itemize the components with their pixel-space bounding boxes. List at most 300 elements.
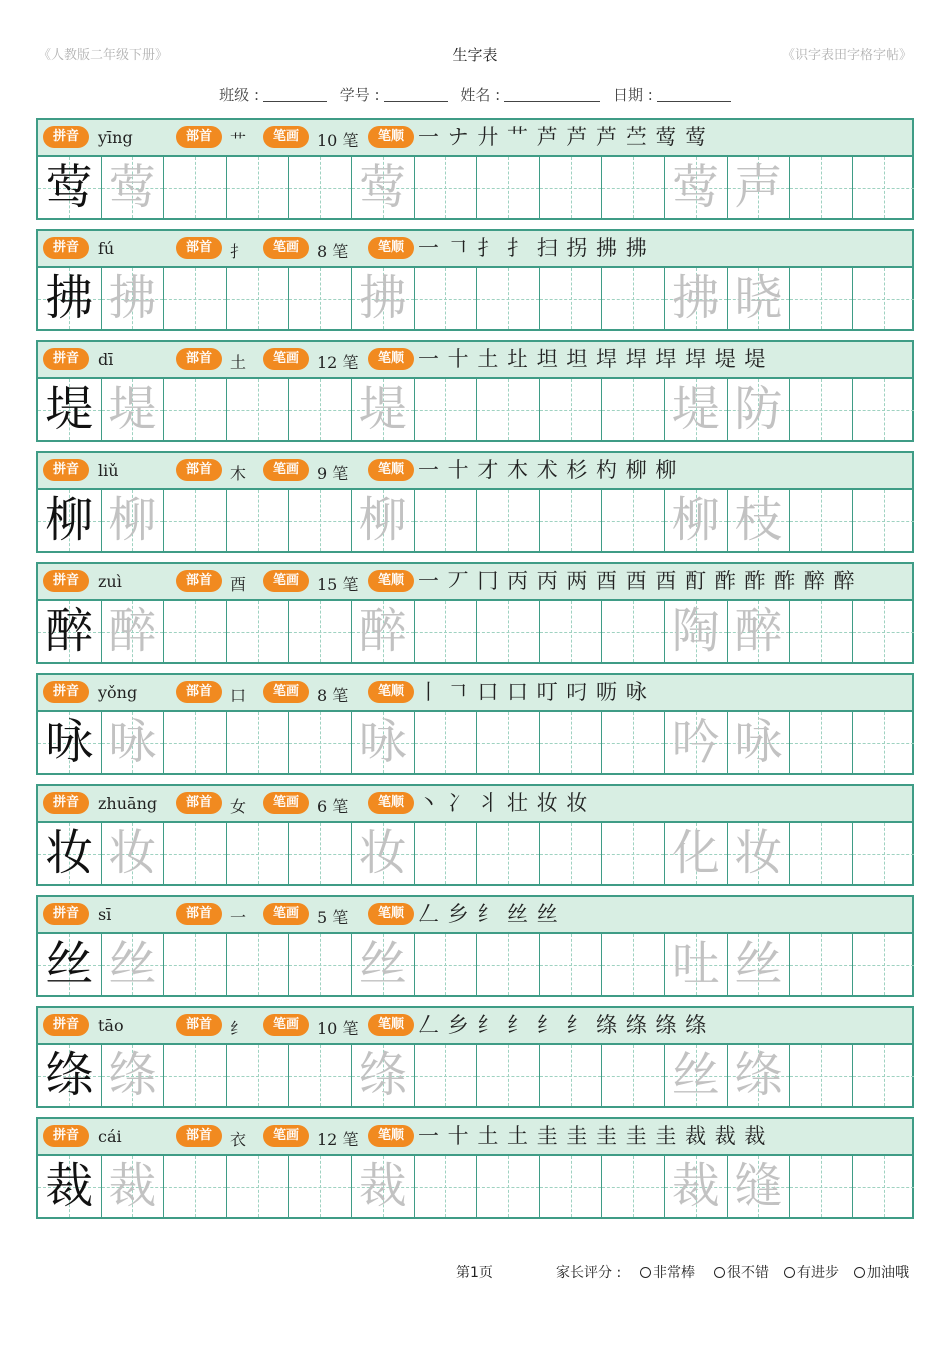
stroke-order-sequence: 丨 𠃍 口 口 叮 叼 呖 咏 (418, 680, 648, 704)
tianzige-cell[interactable] (38, 379, 101, 440)
tianzige-cell[interactable] (163, 712, 226, 773)
tianzige-cell[interactable] (727, 1156, 790, 1217)
tianzige-cell[interactable] (288, 601, 351, 662)
stroke-order-tag: 笔顺 (368, 570, 414, 592)
tianzige-cell[interactable] (101, 157, 164, 218)
tianzige-cell[interactable] (288, 490, 351, 551)
tianzige-cell[interactable] (414, 601, 477, 662)
pinyin-value: dī (98, 350, 114, 369)
tianzige-cell[interactable] (539, 712, 602, 773)
trace-character: 裁 (108, 1158, 157, 1214)
practice-grid-row (36, 710, 914, 775)
tianzige-cell[interactable] (38, 601, 101, 662)
tianzige-cell[interactable] (351, 823, 414, 884)
tianzige-cell[interactable] (226, 490, 289, 551)
pinyin-value: yǒng (98, 683, 138, 702)
tianzige-cell[interactable] (664, 934, 727, 995)
pinyin-value: cái (98, 1127, 122, 1146)
character-entry (36, 229, 914, 331)
tianzige-cell[interactable] (664, 823, 727, 884)
pinyin-tag: 拼音 (43, 903, 89, 925)
radio-circle-icon (854, 1267, 865, 1278)
trace-character: 莺 (108, 159, 157, 215)
tianzige-cell[interactable] (226, 601, 289, 662)
radical-tag: 部首 (176, 1125, 222, 1147)
stroke-order-tag: 笔顺 (368, 126, 414, 148)
tianzige-cell[interactable] (226, 379, 289, 440)
stroke-order-tag: 笔顺 (368, 903, 414, 925)
practice-grid-row (36, 599, 914, 664)
radical-value: 口 (230, 686, 247, 705)
student-info-line (0, 84, 950, 105)
word-character: 丝 (734, 936, 783, 992)
tianzige-cell[interactable] (601, 934, 664, 995)
tianzige-cell[interactable] (476, 934, 539, 995)
tianzige-cell[interactable] (476, 712, 539, 773)
page-header (0, 44, 950, 68)
tianzige-cell[interactable] (601, 601, 664, 662)
trace-character: 丝 (358, 936, 407, 992)
tianzige-cell[interactable] (852, 490, 915, 551)
tianzige-cell[interactable] (101, 712, 164, 773)
stroke-order-sequence: 一 十 土 土 圭 圭 圭 圭 圭 裁 裁 裁 (418, 1124, 767, 1148)
tianzige-cell[interactable] (351, 490, 414, 551)
tianzige-cell[interactable] (476, 268, 539, 329)
tianzige-cell[interactable] (539, 490, 602, 551)
tianzige-cell[interactable] (101, 1045, 164, 1106)
tianzige-cell[interactable] (414, 157, 477, 218)
stroke-order-tag: 笔顺 (368, 681, 414, 703)
tianzige-cell[interactable] (38, 1156, 101, 1217)
tianzige-cell[interactable] (414, 490, 477, 551)
tianzige-cell[interactable] (288, 823, 351, 884)
pinyin-value: zhuāng (98, 794, 158, 813)
tianzige-cell[interactable] (38, 157, 101, 218)
tianzige-cell[interactable] (601, 490, 664, 551)
tianzige-cell[interactable] (852, 1156, 915, 1217)
tianzige-cell[interactable] (539, 823, 602, 884)
pinyin-value: sī (98, 905, 112, 924)
trace-character: 咏 (358, 714, 407, 770)
model-character: 醉 (45, 603, 94, 659)
tianzige-cell[interactable] (601, 712, 664, 773)
trace-character: 拂 (358, 270, 407, 326)
page-number: 第1页 (456, 1265, 493, 1281)
stroke-count-value: 10 笔 (317, 131, 359, 150)
tianzige-cell[interactable] (789, 490, 852, 551)
character-list (36, 118, 914, 1228)
name-field: 姓名 : (460, 84, 600, 105)
word-character: 声 (734, 159, 783, 215)
tianzige-cell[interactable] (852, 934, 915, 995)
tianzige-cell[interactable] (351, 268, 414, 329)
pinyin-tag: 拼音 (43, 792, 89, 814)
radical-value: 土 (230, 353, 247, 372)
practice-grid-row (36, 821, 914, 886)
pinyin-tag: 拼音 (43, 459, 89, 481)
character-entry (36, 784, 914, 886)
tianzige-cell[interactable] (601, 157, 664, 218)
tianzige-cell[interactable] (664, 157, 727, 218)
stroke-count-tag: 笔画 (263, 237, 309, 259)
tianzige-cell[interactable] (163, 1045, 226, 1106)
tianzige-cell[interactable] (163, 379, 226, 440)
tianzige-cell[interactable] (101, 823, 164, 884)
tianzige-cell[interactable] (789, 379, 852, 440)
tianzige-cell[interactable] (727, 1045, 790, 1106)
stroke-count-tag: 笔画 (263, 681, 309, 703)
model-character: 莺 (45, 159, 94, 215)
trace-character: 妆 (358, 825, 407, 881)
tianzige-cell[interactable] (664, 712, 727, 773)
tianzige-cell[interactable] (38, 712, 101, 773)
tianzige-cell[interactable] (226, 1045, 289, 1106)
pinyin-tag: 拼音 (43, 126, 89, 148)
word-character: 柳 (671, 492, 720, 548)
word-character: 防 (734, 381, 783, 437)
pinyin-tag: 拼音 (43, 570, 89, 592)
pinyin-tag: 拼音 (43, 237, 89, 259)
number-blank[interactable] (384, 88, 448, 102)
stroke-order-sequence: 一 ナ 廾 艹 芦 芦 芦 苎 莺 莺 (418, 125, 708, 149)
tianzige-cell[interactable] (288, 1156, 351, 1217)
character-info-row (36, 451, 914, 488)
practice-grid-row (36, 488, 914, 553)
tianzige-cell[interactable] (664, 490, 727, 551)
tianzige-cell[interactable] (852, 823, 915, 884)
tianzige-cell[interactable] (163, 157, 226, 218)
stroke-order-tag: 笔顺 (368, 792, 414, 814)
tianzige-cell[interactable] (101, 601, 164, 662)
tianzige-cell[interactable] (414, 379, 477, 440)
stroke-count-value: 9 笔 (317, 464, 349, 483)
trace-character: 丝 (108, 936, 157, 992)
tianzige-cell[interactable] (351, 379, 414, 440)
number-field: 学号 : (340, 84, 448, 105)
trace-character: 醉 (108, 603, 157, 659)
pinyin-value: zuì (98, 572, 122, 591)
radio-circle-icon (714, 1267, 725, 1278)
word-character: 陶 (671, 603, 720, 659)
word-character: 妆 (734, 825, 783, 881)
tianzige-cell[interactable] (38, 823, 101, 884)
tianzige-cell[interactable] (789, 934, 852, 995)
tianzige-cell[interactable] (351, 1045, 414, 1106)
stroke-order-sequence: 𠃋 乡 纟 丝 丝 (418, 902, 559, 926)
tianzige-cell[interactable] (351, 712, 414, 773)
tianzige-cell[interactable] (288, 1045, 351, 1106)
stroke-count-value: 12 笔 (317, 1130, 359, 1149)
tianzige-cell[interactable] (789, 157, 852, 218)
word-character: 丝 (671, 1047, 720, 1103)
tianzige-cell[interactable] (163, 490, 226, 551)
word-character: 拂 (671, 270, 720, 326)
stroke-order-tag: 笔顺 (368, 1014, 414, 1036)
radical-tag: 部首 (176, 681, 222, 703)
tianzige-cell[interactable] (539, 601, 602, 662)
tianzige-cell[interactable] (789, 712, 852, 773)
tianzige-cell[interactable] (288, 712, 351, 773)
tianzige-cell[interactable] (476, 601, 539, 662)
rating-option-excellent[interactable]: 非常棒 (640, 1262, 695, 1282)
tianzige-cell[interactable] (226, 823, 289, 884)
tianzige-cell[interactable] (101, 1156, 164, 1217)
trace-character: 妆 (108, 825, 157, 881)
tianzige-cell[interactable] (351, 1156, 414, 1217)
pinyin-tag: 拼音 (43, 1014, 89, 1036)
tianzige-cell[interactable] (539, 379, 602, 440)
tianzige-cell[interactable] (38, 1045, 101, 1106)
tianzige-cell[interactable] (852, 1045, 915, 1106)
tianzige-cell[interactable] (852, 268, 915, 329)
tianzige-cell[interactable] (727, 712, 790, 773)
tianzige-cell[interactable] (601, 1045, 664, 1106)
tianzige-cell[interactable] (789, 823, 852, 884)
word-character: 化 (671, 825, 720, 881)
radical-value: 纟 (230, 1019, 247, 1038)
tianzige-cell[interactable] (789, 1156, 852, 1217)
radical-value: 衣 (230, 1130, 247, 1149)
tianzige-cell[interactable] (226, 1156, 289, 1217)
stroke-order-sequence: 一 十 才 木 术 杉 杓 柳 柳 (418, 458, 678, 482)
tianzige-cell[interactable] (101, 379, 164, 440)
tianzige-cell[interactable] (727, 157, 790, 218)
stroke-count-tag: 笔画 (263, 1125, 309, 1147)
word-character: 莺 (671, 159, 720, 215)
tianzige-cell[interactable] (101, 934, 164, 995)
practice-grid-row (36, 155, 914, 220)
radical-value: 木 (230, 464, 247, 483)
tianzige-cell[interactable] (414, 712, 477, 773)
word-character: 醉 (734, 603, 783, 659)
model-character: 堤 (45, 381, 94, 437)
page-footer (0, 1262, 950, 1284)
trace-character: 裁 (358, 1158, 407, 1214)
radical-value: 一 (230, 908, 247, 927)
date-blank[interactable] (657, 88, 731, 102)
tianzige-cell[interactable] (476, 1156, 539, 1217)
practice-grid-row (36, 1043, 914, 1108)
tianzige-cell[interactable] (476, 823, 539, 884)
stroke-order-tag: 笔顺 (368, 348, 414, 370)
stroke-count-tag: 笔画 (263, 903, 309, 925)
pinyin-value: yīng (98, 128, 133, 147)
tianzige-cell[interactable] (852, 712, 915, 773)
tianzige-cell[interactable] (226, 268, 289, 329)
workbook-name: 《识字表田字格字帖》 (781, 48, 912, 63)
tianzige-cell[interactable] (414, 934, 477, 995)
tianzige-cell[interactable] (727, 490, 790, 551)
trace-character: 堤 (108, 381, 157, 437)
model-character: 丝 (45, 936, 94, 992)
word-character: 堤 (671, 381, 720, 437)
tianzige-cell[interactable] (101, 490, 164, 551)
radical-tag: 部首 (176, 570, 222, 592)
stroke-count-tag: 笔画 (263, 1014, 309, 1036)
character-entry (36, 118, 914, 220)
stroke-count-value: 6 笔 (317, 797, 349, 816)
tianzige-cell[interactable] (601, 379, 664, 440)
radical-tag: 部首 (176, 459, 222, 481)
tianzige-cell[interactable] (476, 379, 539, 440)
character-info-row (36, 673, 914, 710)
stroke-order-tag: 笔顺 (368, 1125, 414, 1147)
tianzige-cell[interactable] (852, 601, 915, 662)
radical-tag: 部首 (176, 792, 222, 814)
tianzige-cell[interactable] (163, 823, 226, 884)
tianzige-cell[interactable] (38, 934, 101, 995)
character-entry (36, 451, 914, 553)
trace-character: 绦 (358, 1047, 407, 1103)
tianzige-cell[interactable] (476, 1045, 539, 1106)
tianzige-cell[interactable] (476, 157, 539, 218)
practice-grid-row (36, 266, 914, 331)
radical-tag: 部首 (176, 237, 222, 259)
stroke-count-tag: 笔画 (263, 126, 309, 148)
radio-circle-icon (640, 1267, 651, 1278)
stroke-count-tag: 笔画 (263, 348, 309, 370)
tianzige-cell[interactable] (226, 157, 289, 218)
tianzige-cell[interactable] (163, 601, 226, 662)
rating-option-improving[interactable]: 有进步 (784, 1262, 839, 1282)
character-entry (36, 895, 914, 997)
tianzige-cell[interactable] (601, 268, 664, 329)
stroke-count-value: 5 笔 (317, 908, 349, 927)
tianzige-cell[interactable] (288, 934, 351, 995)
stroke-count-value: 15 笔 (317, 575, 359, 594)
pinyin-value: fú (98, 239, 115, 258)
tianzige-cell[interactable] (727, 379, 790, 440)
tianzige-cell[interactable] (664, 379, 727, 440)
radical-tag: 部首 (176, 126, 222, 148)
practice-grid-row (36, 377, 914, 442)
rating-option-keep-going[interactable]: 加油哦 (854, 1262, 909, 1282)
name-blank[interactable] (504, 88, 600, 102)
tianzige-cell[interactable] (163, 934, 226, 995)
model-character: 妆 (45, 825, 94, 881)
tianzige-cell[interactable] (727, 934, 790, 995)
character-info-row (36, 340, 914, 377)
tianzige-cell[interactable] (539, 268, 602, 329)
tianzige-cell[interactable] (852, 379, 915, 440)
radical-value: 扌 (230, 242, 247, 261)
radical-value: 酉 (230, 575, 247, 594)
tianzige-cell[interactable] (288, 157, 351, 218)
tianzige-cell[interactable] (664, 1156, 727, 1217)
tianzige-cell[interactable] (664, 601, 727, 662)
radical-tag: 部首 (176, 1014, 222, 1036)
trace-character: 绦 (108, 1047, 157, 1103)
tianzige-cell[interactable] (351, 601, 414, 662)
practice-grid-row (36, 1154, 914, 1219)
rating-option-good[interactable]: 很不错 (714, 1262, 769, 1282)
word-character: 吐 (671, 936, 720, 992)
stroke-order-sequence: 一 十 土 圵 坦 坦 垾 垾 垾 垾 堤 堤 (418, 347, 767, 371)
character-entry (36, 340, 914, 442)
practice-grid-row (36, 932, 914, 997)
pinyin-tag: 拼音 (43, 1125, 89, 1147)
tianzige-cell[interactable] (351, 934, 414, 995)
tianzige-cell[interactable] (664, 1045, 727, 1106)
tianzige-cell[interactable] (789, 1045, 852, 1106)
tianzige-cell[interactable] (789, 268, 852, 329)
trace-character: 堤 (358, 381, 407, 437)
tianzige-cell[interactable] (539, 1045, 602, 1106)
stroke-order-sequence: 一 丆 冂 丙 丙 两 酉 酉 酉 酊 酢 酢 酢 醉 醉 (418, 569, 856, 593)
word-character: 裁 (671, 1158, 720, 1214)
stroke-count-tag: 笔画 (263, 792, 309, 814)
tianzige-cell[interactable] (789, 601, 852, 662)
radical-tag: 部首 (176, 348, 222, 370)
tianzige-cell[interactable] (539, 934, 602, 995)
character-info-row (36, 1117, 914, 1154)
character-info-row (36, 118, 914, 155)
trace-character: 莺 (358, 159, 407, 215)
class-blank[interactable] (263, 88, 327, 102)
tianzige-cell[interactable] (664, 268, 727, 329)
character-info-row (36, 895, 914, 932)
tianzige-cell[interactable] (288, 379, 351, 440)
tianzige-cell[interactable] (163, 1156, 226, 1217)
page-title: 生字表 (452, 46, 498, 64)
tianzige-cell[interactable] (414, 823, 477, 884)
tianzige-cell[interactable] (539, 157, 602, 218)
tianzige-cell[interactable] (38, 490, 101, 551)
stroke-count-value: 10 笔 (317, 1019, 359, 1038)
radio-circle-icon (784, 1267, 795, 1278)
trace-character: 柳 (358, 492, 407, 548)
character-info-row (36, 229, 914, 266)
tianzige-cell[interactable] (601, 823, 664, 884)
tianzige-cell[interactable] (163, 268, 226, 329)
tianzige-cell[interactable] (288, 268, 351, 329)
trace-character: 柳 (108, 492, 157, 548)
word-character: 晓 (734, 270, 783, 326)
tianzige-cell[interactable] (414, 1156, 477, 1217)
tianzige-cell[interactable] (226, 934, 289, 995)
character-entry (36, 1117, 914, 1219)
word-character: 绦 (734, 1047, 783, 1103)
parent-rating-label: 家长评分 : (556, 1265, 622, 1281)
stroke-count-tag: 笔画 (263, 570, 309, 592)
radical-value: 女 (230, 797, 247, 816)
tianzige-cell[interactable] (351, 157, 414, 218)
tianzige-cell[interactable] (727, 601, 790, 662)
tianzige-cell[interactable] (101, 268, 164, 329)
model-character: 咏 (45, 714, 94, 770)
tianzige-cell[interactable] (727, 268, 790, 329)
word-character: 咏 (734, 714, 783, 770)
stroke-count-value: 8 笔 (317, 686, 349, 705)
character-info-row (36, 784, 914, 821)
stroke-order-tag: 笔顺 (368, 237, 414, 259)
stroke-count-value: 12 笔 (317, 353, 359, 372)
pinyin-tag: 拼音 (43, 681, 89, 703)
tianzige-cell[interactable] (414, 268, 477, 329)
tianzige-cell[interactable] (414, 1045, 477, 1106)
tianzige-cell[interactable] (852, 157, 915, 218)
tianzige-cell[interactable] (38, 268, 101, 329)
character-info-row (36, 1006, 914, 1043)
tianzige-cell[interactable] (226, 712, 289, 773)
tianzige-cell[interactable] (539, 1156, 602, 1217)
tianzige-cell[interactable] (476, 490, 539, 551)
tianzige-cell[interactable] (727, 823, 790, 884)
tianzige-cell[interactable] (601, 1156, 664, 1217)
stroke-count-value: 8 笔 (317, 242, 349, 261)
character-entry (36, 562, 914, 664)
model-character: 柳 (45, 492, 94, 548)
